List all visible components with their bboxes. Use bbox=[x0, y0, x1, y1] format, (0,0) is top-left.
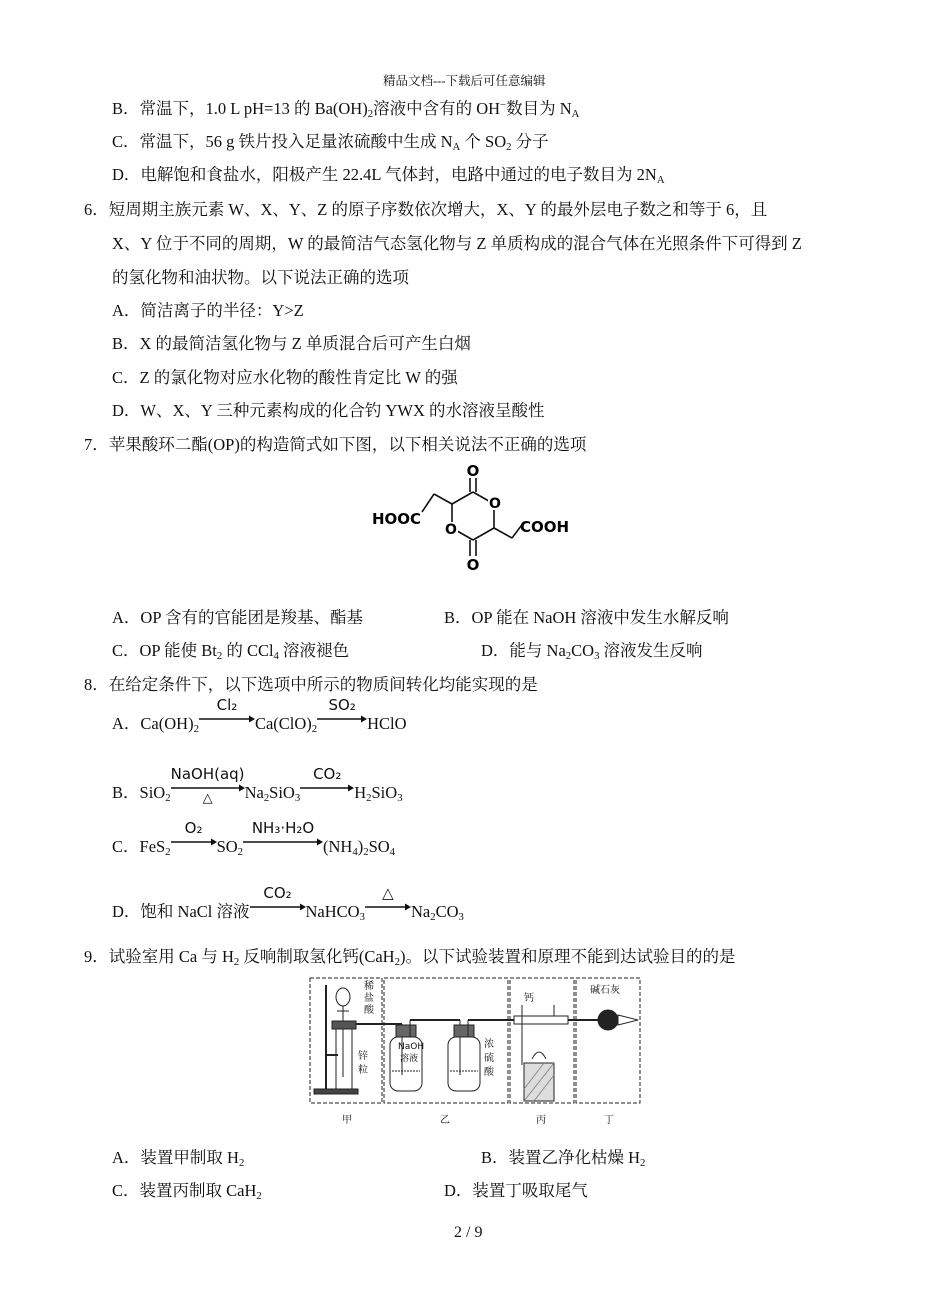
q8-option-d: D．饱和 NaCl 溶液 CO₂ NaHCO$_3$ △ $Na_2CO_3$ bbox=[112, 884, 464, 924]
svg-text:硫: 硫 bbox=[484, 1053, 494, 1064]
svg-text:钙: 钙 bbox=[524, 993, 534, 1004]
q5-option-c: C．常温下，56 g 铁片投入足量浓硫酸中生成 $N_A$ 个 $SO_2$ 分子 bbox=[112, 132, 549, 154]
svg-text:丙: 丙 bbox=[536, 1115, 546, 1126]
q6-option-a: A．简洁离子的半径：Y>Z bbox=[112, 301, 304, 320]
q8-option-a: A．$Ca(OH)_2$ Cl₂ $Ca(ClO)_2$ SO₂ HClO bbox=[112, 696, 407, 736]
hooc-label: HOOC bbox=[372, 510, 422, 528]
q5-option-b: B．常温下，1.0 L pH=13 的 $Ba(OH)_2$溶液中含有的 OH−数目为 $N_A$ bbox=[112, 99, 580, 121]
carbonyl-oxygen-label: O bbox=[466, 556, 480, 574]
q8-option-c: C．FeS$_2$ O₂ $SO_2$ NH₃·H₂O $(NH_4)_2SO_4$ bbox=[112, 819, 396, 859]
q8-option-b: B．SiO$_2$ NaOH(aq) △ $Na_2SiO_3$ CO₂ $H_2SiO_3$ bbox=[112, 765, 403, 806]
svg-text:锌: 锌 bbox=[358, 1051, 368, 1062]
q7-option-b: B．OP 能在 NaOH 溶液中发生水解反响 bbox=[444, 608, 729, 627]
q6-stem-line3: 的氢化物和油状物。以下说法正确的选项 bbox=[112, 268, 409, 287]
svg-text:稀: 稀 bbox=[364, 981, 374, 992]
q6-option-d: D．W、X、Y 三种元素构成的化合钓 YWX 的水溶液呈酸性 bbox=[112, 401, 545, 420]
svg-text:乙: 乙 bbox=[440, 1115, 450, 1126]
q9-stem: 9．试验室用 Ca 与 $H_2$ 反响制取氢化钙(CaH$_2$)。以下试验装置和原理不能到达试验目的的是 bbox=[84, 947, 736, 969]
q8-stem: 8．在给定条件下，以下选项中所示的物质间转化均能实现的是 bbox=[84, 675, 538, 694]
q7-option-d: D．能与 $Na_2CO_3$ 溶液发生反响 bbox=[481, 641, 703, 663]
svg-text:酸: 酸 bbox=[484, 1067, 494, 1078]
ring-oxygen-label: O bbox=[489, 496, 501, 512]
q6-option-b: B．X 的最简洁氢化物与 Z 单质混合后可产生白烟 bbox=[112, 334, 471, 353]
carbonyl-oxygen-label: O bbox=[466, 462, 480, 480]
q9-option-a: A．装置甲制取 $H_2$ bbox=[112, 1148, 245, 1170]
apparatus-diagram bbox=[308, 975, 642, 1133]
op-structure-diagram bbox=[360, 460, 600, 585]
svg-text:浓: 浓 bbox=[484, 1039, 494, 1050]
q5-option-d: D．电解饱和食盐水，阳极产生 22.4L 气体封，电路中通过的电子数目为 $2N_A$ bbox=[112, 165, 665, 187]
svg-text:酸: 酸 bbox=[364, 1005, 374, 1016]
cooh-label: COOH bbox=[520, 518, 570, 536]
svg-text:NaOH: NaOH bbox=[398, 1042, 425, 1052]
svg-text:盐: 盐 bbox=[364, 993, 374, 1004]
q9-option-d: D．装置丁吸取尾气 bbox=[444, 1181, 588, 1200]
svg-text:粒: 粒 bbox=[358, 1065, 368, 1076]
q7-stem: 7．苹果酸环二酯(OP)的构造简式如下图，以下相关说法不正确的选项 bbox=[84, 435, 587, 454]
svg-text:溶液: 溶液 bbox=[400, 1054, 419, 1064]
svg-text:碱石灰: 碱石灰 bbox=[590, 985, 620, 996]
q6-stem-line1: 6．短周期主族元素 W、X、Y、Z 的原子序数依次增大，X、Y 的最外层电子数之和等于 6，且 bbox=[84, 200, 768, 219]
q9-option-b: B．装置乙净化枯燥 $H_2$ bbox=[481, 1148, 646, 1170]
svg-text:甲: 甲 bbox=[342, 1115, 352, 1126]
q7-option-c: C．OP 能使 $Bt_2$ 的 CCl$_4$ 溶液褪色 bbox=[112, 641, 350, 663]
q7-option-a: A．OP 含有的官能团是羧基、酯基 bbox=[112, 608, 364, 627]
ring-oxygen-label: O bbox=[445, 522, 457, 538]
svg-text:丁: 丁 bbox=[604, 1115, 614, 1126]
q9-option-c: C．装置丙制取 CaH$_2$ bbox=[112, 1181, 262, 1203]
q6-option-c: C．Z 的氯化物对应水化物的酸性肯定比 W 的强 bbox=[112, 368, 458, 387]
page-header: 精品文档---下载后可任意编辑 bbox=[383, 74, 546, 88]
q6-stem-line2: X、Y 位于不同的周期，W 的最简洁气态氢化物与 Z 单质构成的混合气体在光照条件下可得到 Z bbox=[112, 234, 802, 253]
page-number: 2 / 9 bbox=[454, 1224, 483, 1241]
